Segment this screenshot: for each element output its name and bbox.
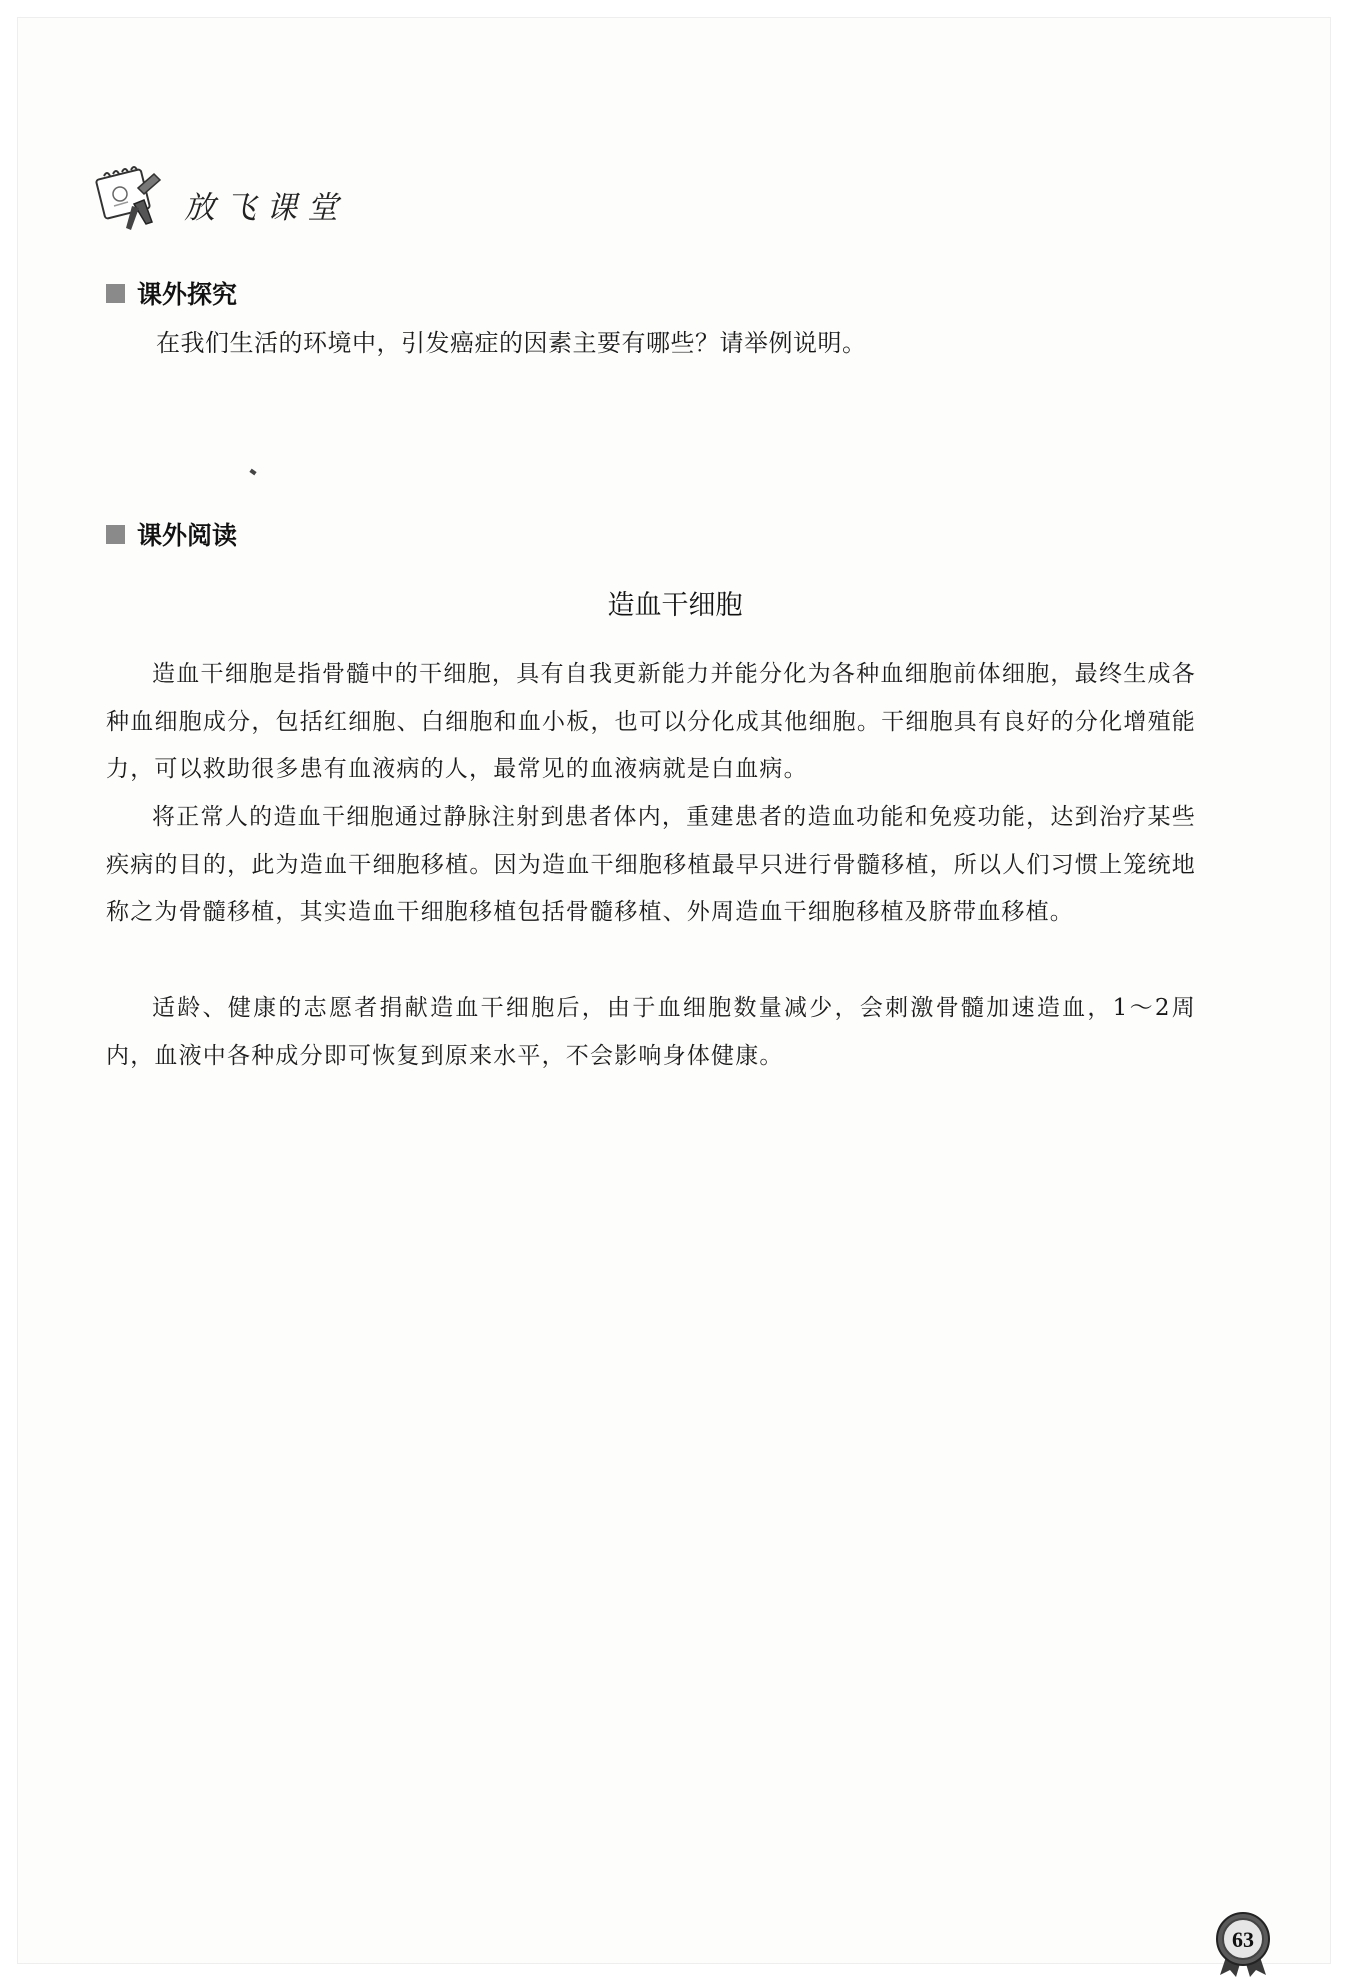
section-heading-reading-label: 课外阅读 [137, 521, 238, 550]
page-number: 63 [1232, 1927, 1254, 1952]
article-paragraph-1: 造血干细胞是指骨髓中的干细胞，具有自我更新能力并能分化为各种血细胞前体细胞，最终生成各种血细胞成分，包括红细胞、白细胞和血小板，也可以分化成其他细胞。干细胞具有良好的分化增殖能力，可以救助很多患有血液病的人，最常见的血液病就是白血病。 [106, 661, 1196, 782]
ribbon-medal-icon [1212, 1911, 1274, 1977]
article-paragraph-2: 将正常人的造血干细胞通过静脉注射到患者体内，重建患者的造血功能和免疫功能，达到治疗某些疾病的目的，此为造血干细胞移植。因为造血干细胞移植最早只进行骨髓移植，所以人们习惯上笼统地称之为骨髓移植，其实造血干细胞移植包括骨髓移植、外周造血干细胞移植及脐带血移植。 [106, 804, 1196, 925]
section-heading-explore-label: 课外探究 [137, 280, 238, 309]
notebook-pencil-icon [94, 164, 174, 232]
square-bullet-icon [106, 525, 125, 544]
page-header-title: 放飞课堂 [184, 190, 348, 226]
article-paragraph-3: 适龄、健康的志愿者捐献造血干细胞后，由于血细胞数量减少，会刺激骨髓加速造血，1～2周内，血液中各种成分即可恢复到原来水平，不会影响身体健康。 [106, 995, 1196, 1069]
section-heading-reading [106, 516, 237, 552]
explore-question: 在我们生活的环境中，引发癌症的因素主要有哪些？请举例说明。 [156, 329, 867, 357]
square-bullet-icon [106, 284, 125, 303]
section-heading-explore [106, 275, 237, 311]
article-title: 造血干细胞 [607, 590, 743, 621]
